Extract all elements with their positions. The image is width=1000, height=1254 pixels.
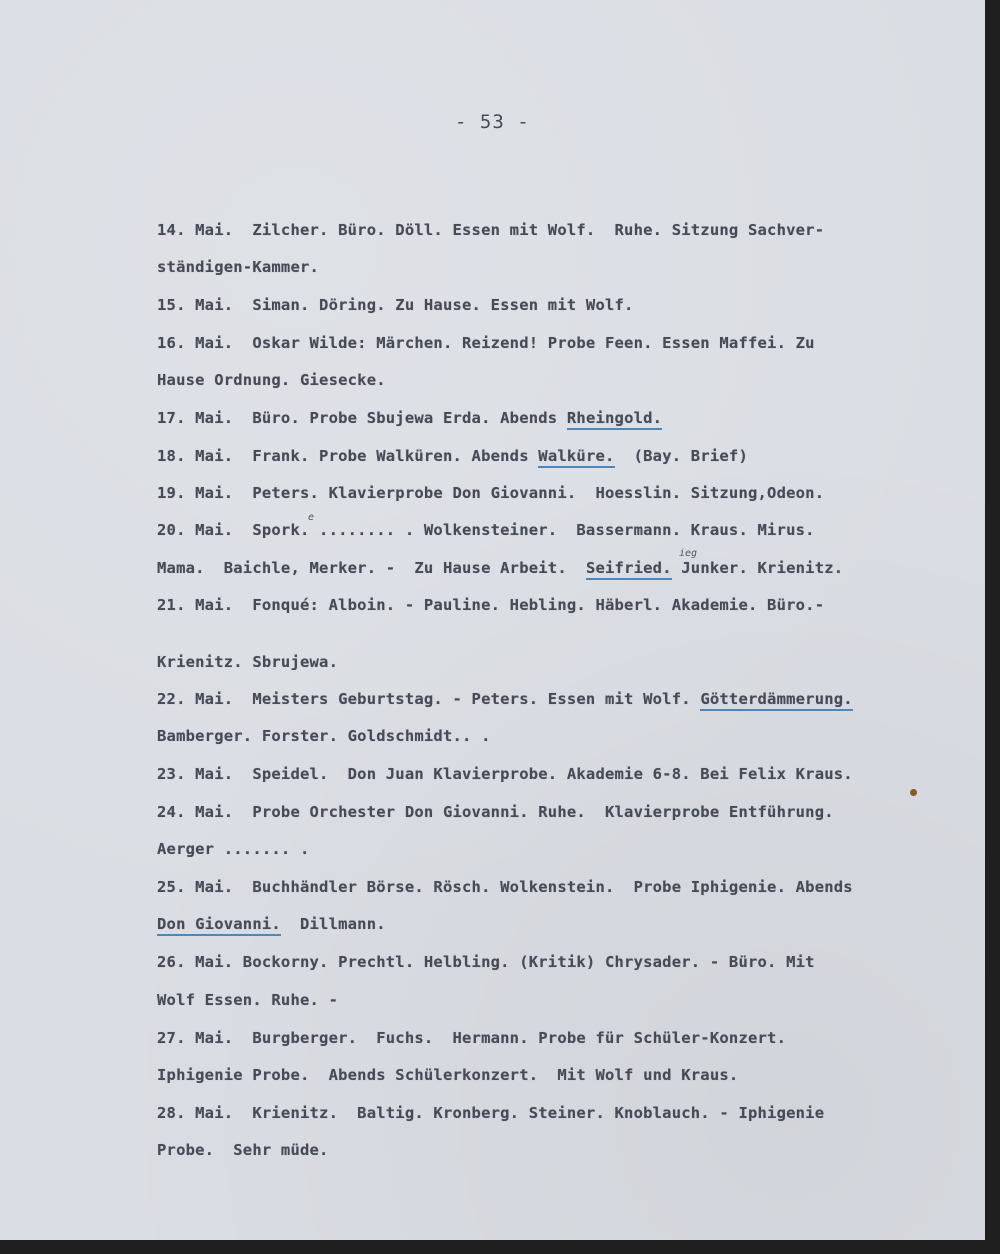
line-text: Hause Ordnung. Giesecke.: [157, 371, 386, 389]
page-number: - 53 -: [455, 111, 530, 133]
line-text: 14. Mai. Zilcher. Büro. Döll. Essen mit Wolf. Ruhe. Sitzung Sachver-: [157, 221, 825, 239]
diary-line: [157, 726, 491, 746]
handwritten-correction-mark: e: [308, 512, 315, 523]
line-text: 22. Mai. Meisters Geburtstag. - Peters. Essen mit Wolf.: [157, 690, 701, 708]
diary-line: [157, 764, 853, 784]
diary-line: [157, 446, 748, 466]
scan-border-bottom: [0, 1240, 1000, 1254]
diary-line: [157, 802, 834, 822]
diary-line: [157, 370, 386, 390]
diary-line: [157, 1065, 738, 1085]
diary-line: [157, 1140, 329, 1160]
line-text: 19. Mai. Peters. Klavierprobe Don Giovanni. Hoesslin. Sitzung,Odeon.: [157, 484, 825, 502]
diary-line: [157, 595, 824, 615]
underlined-text: Seifried.: [586, 559, 672, 580]
diary-line: [157, 1103, 824, 1123]
diary-line: [157, 877, 853, 897]
diary-line: [157, 220, 824, 240]
diary-line: [157, 990, 338, 1010]
diary-line: [157, 558, 843, 578]
diary-line: [157, 520, 815, 540]
line-text: Junker. Krienitz.: [671, 559, 844, 577]
underlined-text: Don Giovanni.: [157, 915, 281, 936]
line-text: 17. Mai. Büro. Probe Sbujewa Erda. Abends: [157, 409, 567, 427]
line-text: (Bay. Brief): [614, 447, 748, 465]
line-text: Mama. Baichle, Merker. - Zu Hause Arbeit.: [157, 559, 586, 577]
line-text: 23. Mai. Speidel. Don Juan Klavierprobe. Akademie 6-8. Bei Felix Kraus.: [157, 765, 853, 783]
line-text: ständigen-Kammer.: [157, 258, 320, 276]
line-text: Bamberger. Forster. Goldschmidt.. .: [157, 727, 491, 745]
diary-line: [157, 257, 319, 277]
diary-line: [157, 408, 662, 428]
line-text: 21. Mai. Fonqué: Alboin. - Pauline. Hebling. Häberl. Akademie. Büro.-: [157, 596, 825, 614]
diary-line: [157, 914, 386, 934]
line-text: Krienitz. Sbrujewa.: [157, 653, 339, 671]
line-text: 27. Mai. Burgberger. Fuchs. Hermann. Probe für Schüler-Konzert.: [157, 1029, 787, 1047]
diary-line: [157, 333, 815, 353]
line-text: 18. Mai. Frank. Probe Walküren. Abends: [157, 447, 539, 465]
line-text: 28. Mai. Krienitz. Baltig. Kronberg. Steiner. Knoblauch. - Iphigenie: [157, 1104, 825, 1122]
line-text: 16. Mai. Oskar Wilde: Märchen. Reizend! Probe Feen. Essen Maffei. Zu: [157, 334, 815, 352]
scan-border-right: [985, 0, 1000, 1254]
diary-line: [157, 952, 815, 972]
diary-line: [157, 689, 853, 709]
underlined-text: Götterdämmerung.: [700, 690, 853, 711]
line-text: Wolf Essen. Ruhe. -: [157, 991, 339, 1009]
line-text: Aerger ....... .: [157, 840, 310, 858]
diary-line: [157, 295, 634, 315]
line-text: Probe. Sehr müde.: [157, 1141, 329, 1159]
diary-line: [157, 1028, 786, 1048]
line-text: Iphigenie Probe. Abends Schülerkonzert. Mit Wolf und Kraus.: [157, 1066, 739, 1084]
line-text: 25. Mai. Buchhändler Börse. Rösch. Wolkenstein. Probe Iphigenie. Abends: [157, 878, 853, 896]
underlined-text: Walküre.: [538, 447, 614, 468]
line-text: Dillmann.: [280, 915, 386, 933]
underlined-text: Rheingold.: [567, 409, 662, 430]
diary-line: [157, 652, 338, 672]
ink-spot: [910, 789, 917, 796]
handwritten-correction-mark: ieg: [679, 548, 698, 559]
line-text: 15. Mai. Siman. Döring. Zu Hause. Essen mit Wolf.: [157, 296, 634, 314]
line-text: 26. Mai. Bockorny. Prechtl. Helbling. (Kritik) Chrysader. - Büro. Mit: [157, 953, 815, 971]
diary-line: [157, 483, 824, 503]
line-text: 24. Mai. Probe Orchester Don Giovanni. Ruhe. Klavierprobe Entführung.: [157, 803, 834, 821]
line-text: 20. Mai. Spork. ........ . Wolkensteiner. Bassermann. Kraus. Mirus.: [157, 521, 815, 539]
diary-line: [157, 839, 310, 859]
